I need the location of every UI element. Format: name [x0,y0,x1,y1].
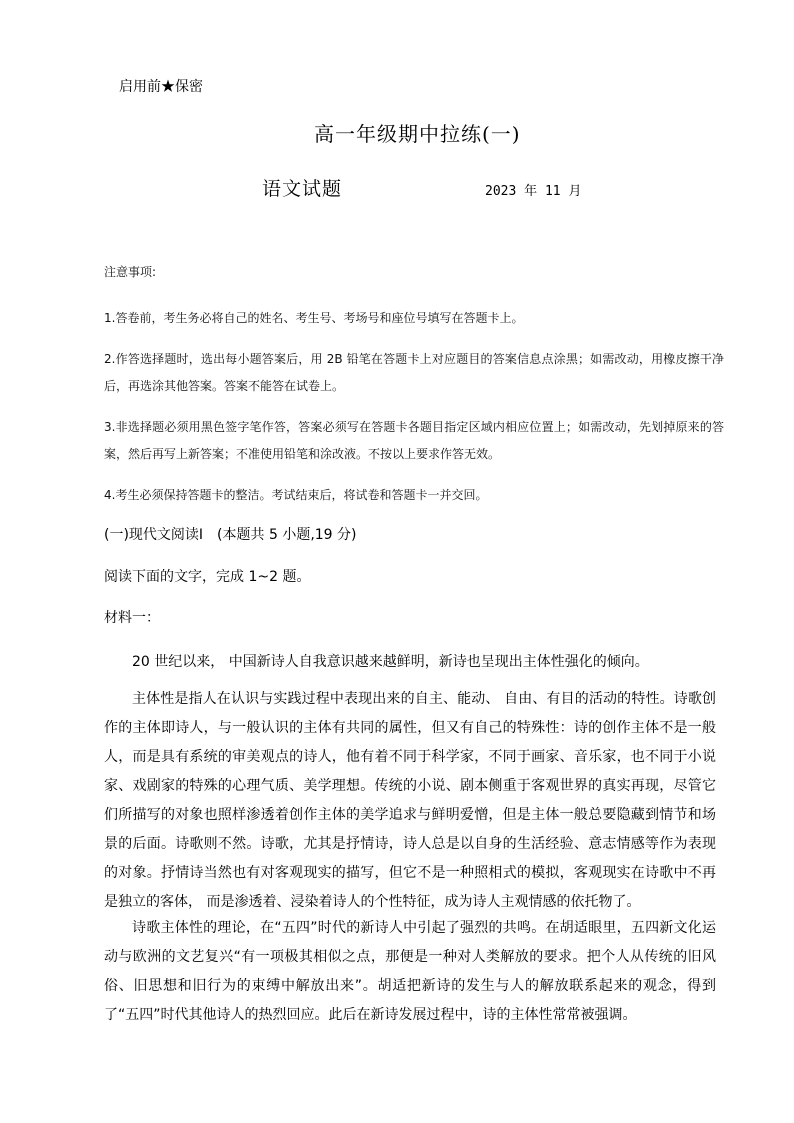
reading-instruction: 阅读下面的文字，完成 1~2 题。 [104,569,311,585]
exam-date: 2023 年 11 月 [485,184,582,199]
material-label: 材料一： [104,610,160,626]
paragraph: 20 世纪以来， 中国新诗人自我意识越来越鲜明，新诗也呈现出主体性强化的倾向。 [132,654,649,670]
confidential-label: 启用前★保密 [119,79,203,95]
notice-item: 4.考生必须保持答题卡的整洁。考试结束后，将试卷和答题卡一并交回。 [104,488,488,502]
notice-section [104,263,724,509]
notice-item: 2.作答选择题时，选出每小题答案后，用 2B 铅笔在答题卡上对应题目的答案信息点涂黑；如需改动，用橡皮擦干净后，再选涂其他答案。答案不能答在试卷上。 [104,352,724,393]
paragraph: 诗歌主体性的理论，在“五四”时代的新诗人中引起了强烈的共鸣。在胡适眼里，五四新文化运动与欧洲的文艺复兴“有一项极其相似之点，那便是一种对人类解放的要求。把个人从传统的旧风俗、旧思想和旧行为的束缚中解放出来”。胡适把新诗的发生与人的解放联系起来的观念，得到了“五四”时代其他诗人的热烈回应。此后在新诗发展过程中，诗的主体性常常被强调。 [104,920,716,1023]
subject-title: 语文试题 [262,178,343,200]
notice-item: 3.非选择题必须用黑色签字笔作答，答案必须写在答题卡各题目指定区域内相应位置上；如需改动，先划掉原来的答案，然后再写上新答案；不准使用铅笔和涂改液。不按以上要求作答无效。 [104,420,724,461]
notice-heading: 注意事项: [104,265,157,279]
section-heading: (一)现代文阅读Ⅰ (本题共 5 小题,19 分) [104,527,357,543]
paragraph: 主体性是指人在认识与实践过程中表现出来的自主、能动、 自由、有目的活动的特性。诗歌创作的主体即诗人，与一般认识的主体有共同的属性，但又有自己的特殊性：诗的创作主体不是一般人，而是具有系统的审美观点的诗人，他有着不同于科学家，不同于画家、音乐家，也不同于小说家、戏剧家的特殊的心理气质、美学理想。传统的小说、剧本侧重于客观世界的真实再现，尽管它们所描写的对象也照样渗透着创作主体的美学追求与鲜明爱憎，但是主体一般总要隐藏到情节和场景的后面。诗歌则不然。诗歌，尤其是抒情诗，诗人总是以自身的生活经验、意志情感等作为表现的对象。抒情诗当然也有对客观现实的描写，但它不是一种照相式的模拟，客观现实在诗歌中不再是独立的客体， 而是渗透着、浸染着诗人的个性特征，成为诗人主观情感的依托物了。 [104,691,716,910]
notice-item: 1.答卷前，考生务必将自己的姓名、考生号、考场号和座位号填写在答题卡上。 [104,311,524,325]
exam-title: 高一年级期中拉练(一) [314,122,521,146]
